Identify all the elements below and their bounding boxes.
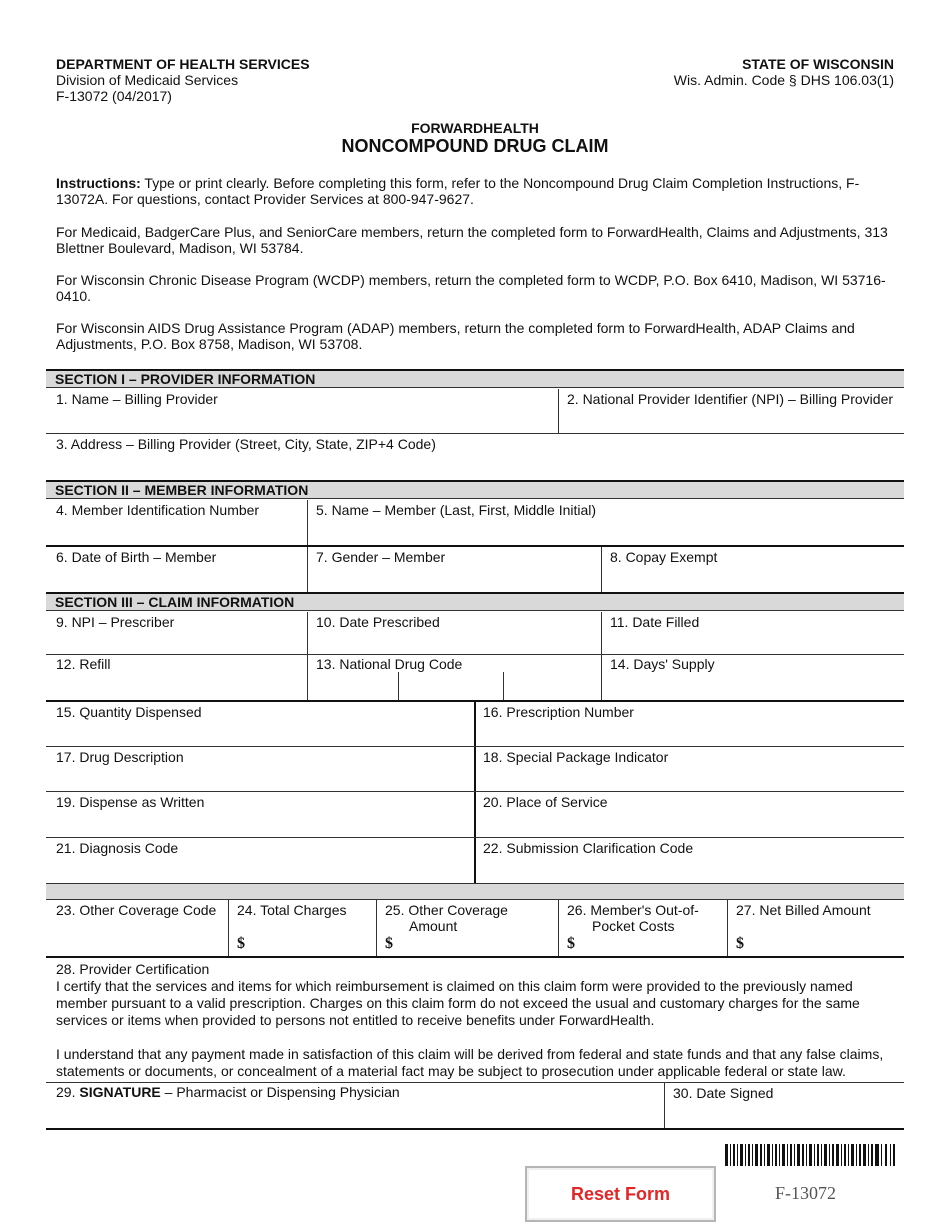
divider	[46, 837, 904, 838]
dollar-sign: $	[567, 935, 575, 952]
instructions-paragraph-3: For Wisconsin Chronic Disease Program (WCDP) members, return the completed form to WCDP, P.O. Box 6410, Madison, WI 53716-0410.	[56, 272, 886, 304]
section-1-header: SECTION I – PROVIDER INFORMATION	[46, 369, 904, 388]
instructions-text-1: Type or print clearly. Before completing this form, refer to the Noncompound Drug Claim Completion Instructions, F-13072A. For questions, contact Provider Services at 800-947-9627.	[56, 175, 860, 207]
field-26-label-line-1: 26. Member's Out-of-	[567, 902, 699, 918]
divider	[46, 545, 904, 547]
divider	[601, 612, 602, 700]
field-24-label[interactable]: 24. Total Charges	[237, 902, 347, 918]
field-29-label[interactable]	[56, 1084, 400, 1100]
divider	[46, 956, 904, 958]
divider	[46, 746, 904, 747]
admin-code: Wis. Admin. Code § DHS 106.03(1)	[673, 72, 894, 88]
ndc-segment-divider	[503, 672, 504, 700]
amounts-header-bar	[46, 883, 904, 900]
reset-form-button[interactable]: Reset Form	[525, 1166, 716, 1222]
field-12-label[interactable]: 12. Refill	[56, 656, 111, 672]
field-23-label[interactable]: 23. Other Coverage Code	[56, 902, 217, 918]
field-4-label[interactable]: 4. Member Identification Number	[56, 502, 260, 518]
instructions-paragraph-1	[56, 175, 896, 207]
field-21-label[interactable]: 21. Diagnosis Code	[56, 840, 179, 856]
dollar-sign: $	[736, 935, 744, 952]
field-11-label[interactable]: 11. Date Filled	[610, 614, 700, 630]
certification-text-2: I understand that any payment made in satisfaction of this claim will be derived from federal and state funds and that any false claims, statements or documents, or concealment of a material fact may be subject to prosecution under applicable federal or state law.	[56, 1046, 884, 1079]
division-name: Division of Medicaid Services	[56, 72, 239, 88]
section-2-header: SECTION II – MEMBER INFORMATION	[46, 480, 904, 499]
form-number-footer: F-13072	[775, 1183, 837, 1203]
divider	[46, 791, 904, 792]
field-25-label-line-2: Amount	[409, 918, 458, 934]
field-10-label[interactable]: 10. Date Prescribed	[316, 614, 440, 630]
divider	[558, 389, 559, 433]
field-20-label[interactable]: 20. Place of Service	[483, 794, 608, 810]
divider	[307, 612, 308, 700]
field-29-number: 29.	[56, 1084, 76, 1100]
field-15-label[interactable]: 15. Quantity Dispensed	[56, 704, 202, 720]
divider	[46, 1082, 904, 1083]
divider	[46, 1128, 904, 1130]
divider	[228, 900, 229, 957]
field-28-label: 28. Provider Certification	[56, 961, 210, 977]
instructions-label: Instructions:	[56, 175, 141, 191]
header-right	[674, 56, 894, 88]
ndc-segment-divider	[398, 672, 399, 700]
dollar-sign: $	[237, 935, 245, 952]
field-6-label[interactable]: 6. Date of Birth – Member	[56, 549, 217, 565]
field-5-label[interactable]: 5. Name – Member (Last, First, Middle Initial)	[316, 502, 597, 518]
department-name: DEPARTMENT OF HEALTH SERVICES	[56, 56, 310, 72]
divider	[664, 1082, 665, 1129]
program-title: FORWARDHEALTH	[411, 120, 539, 136]
field-16-label[interactable]: 16. Prescription Number	[483, 704, 634, 720]
field-2-label[interactable]: 2. National Provider Identifier (NPI) – Billing Provider	[567, 391, 894, 407]
instructions-paragraph-2: For Medicaid, BadgerCare Plus, and SeniorCare members, return the completed form to ForwardHealth, Claims and Adjustments, 313 Blettner Boulevard, Madison, WI 53784.	[56, 224, 888, 256]
field-18-label[interactable]: 18. Special Package Indicator	[483, 749, 669, 765]
field-30-label[interactable]: 30. Date Signed	[673, 1085, 774, 1101]
field-8-label[interactable]: 8. Copay Exempt	[610, 549, 718, 565]
field-25-label[interactable]	[385, 902, 555, 934]
divider	[727, 900, 728, 957]
field-27-label[interactable]: 27. Net Billed Amount	[736, 902, 871, 918]
field-29-bold: SIGNATURE	[79, 1084, 161, 1100]
divider	[558, 900, 559, 957]
certification-text-1: I certify that the services and items for which reimbursement is claimed on this claim form were provided to the previously named member pursuant to a valid prescription. Charges on this claim form do not exceed the usual and customary charges for the same services or items when provided to persons not entitled to receive benefits under ForwardHealth.	[56, 978, 860, 1028]
dollar-sign: $	[385, 935, 393, 952]
header-left	[56, 56, 310, 104]
field-1-label[interactable]: 1. Name – Billing Provider	[56, 391, 218, 407]
field-26-label[interactable]	[567, 902, 699, 934]
field-29-rest: – Pharmacist or Dispensing Physician	[164, 1084, 400, 1100]
form-code: F-13072 (04/2017)	[56, 88, 172, 104]
field-22-label[interactable]: 22. Submission Clarification Code	[483, 840, 694, 856]
field-19-label[interactable]: 19. Dispense as Written	[56, 794, 205, 810]
field-9-label[interactable]: 9. NPI – Prescriber	[56, 614, 175, 630]
field-26-label-line-2: Pocket Costs	[592, 918, 675, 934]
divider	[376, 900, 377, 957]
form-titles	[0, 120, 950, 156]
field-14-label[interactable]: 14. Days' Supply	[610, 656, 715, 672]
field-3-label[interactable]: 3. Address – Billing Provider (Street, City, State, ZIP+4 Code)	[56, 436, 436, 452]
divider	[46, 654, 904, 655]
divider	[601, 547, 602, 592]
field-17-label[interactable]: 17. Drug Description	[56, 749, 184, 765]
section-3-header: SECTION III – CLAIM INFORMATION	[46, 592, 904, 611]
divider	[46, 433, 904, 434]
field-7-label[interactable]: 7. Gender – Member	[316, 549, 446, 565]
field-13-label[interactable]: 13. National Drug Code	[316, 656, 463, 672]
state-name: STATE OF WISCONSIN	[742, 56, 894, 72]
instructions-paragraph-4: For Wisconsin AIDS Drug Assistance Program (ADAP) members, return the completed form to ForwardHealth, ADAP Claims and Adjustments, P.O. Box 8758, Madison, WI 53708.	[56, 320, 855, 352]
field-25-label-line-1: 25. Other Coverage	[385, 902, 508, 918]
form-title: NONCOMPOUND DRUG CLAIM	[341, 136, 609, 156]
barcode-image	[725, 1144, 895, 1166]
